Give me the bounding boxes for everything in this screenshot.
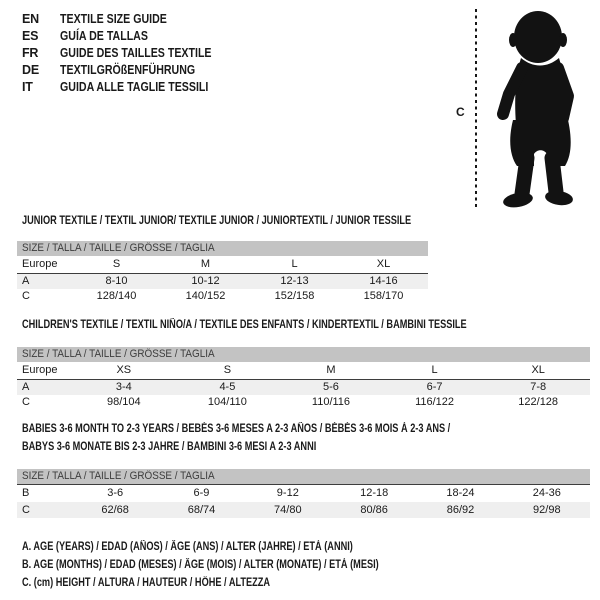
column-header-size: M [200, 258, 211, 270]
footnote-b [22, 556, 468, 574]
cell: 4-5 [219, 381, 236, 393]
cell: 3-4 [115, 381, 132, 393]
footnote-c-text: C. (cm) HEIGHT / ALTURA / HAUTEUR / HÖHE / ALTEZZA [22, 577, 271, 589]
table-row-c [17, 502, 590, 518]
cell: 62/68 [101, 504, 129, 516]
babies-table-title-line1 [17, 422, 590, 437]
language-code: FR [22, 46, 39, 60]
column-header-size: L [291, 258, 298, 270]
cell: 80/86 [360, 504, 388, 516]
cell: 12-18 [360, 487, 389, 499]
language-title: TEXTILE SIZE GUIDE [60, 12, 167, 26]
cell: 92/98 [533, 504, 561, 516]
row-label: B [22, 487, 30, 499]
footnote-a-text: A. AGE (YEARS) / EDAD (AÑOS) / ÂGE (ANS) / ALTER (JAHRE) / ETÀ (ANNI) [22, 541, 353, 553]
language-title: TEXTILGRÖßENFÜHRUNG [60, 63, 196, 77]
junior-table-title [17, 214, 428, 229]
column-header-europe: Europe [22, 258, 58, 270]
footnotes [22, 538, 468, 592]
table-row-a [17, 379, 590, 395]
cell: 116/122 [415, 396, 455, 408]
column-header-size: S [223, 364, 232, 376]
childrens-table-section [17, 318, 590, 410]
size-header-text: SIZE / TALLA / TAILLE / GRÖSSE / TAGLIA [22, 242, 215, 254]
column-header-size: XL [376, 258, 391, 270]
row-label: C [22, 290, 30, 302]
column-header-size: L [431, 364, 438, 376]
cell: 10-12 [191, 275, 220, 287]
row-label: C [22, 504, 30, 516]
cell: 152/158 [274, 290, 315, 302]
height-measure-label: C [456, 105, 465, 119]
toddler-silhouette-icon [450, 6, 595, 212]
cell: 3-6 [107, 487, 124, 499]
childrens-table-title [17, 318, 590, 333]
row-label: A [22, 275, 30, 287]
babies-table-title-line2 [17, 440, 590, 455]
language-title: GUIDE DES TAILLES TEXTILE [60, 46, 212, 60]
cell: 9-12 [276, 487, 299, 499]
table-row-c [17, 289, 428, 304]
cell: 104/110 [207, 396, 247, 408]
babies-table-section [17, 422, 590, 518]
row-label: A [22, 381, 30, 393]
cell: 74/80 [274, 504, 302, 516]
cell: 14-16 [369, 275, 398, 287]
cell: 128/140 [96, 290, 137, 302]
babies-table-title-text1: BABIES 3-6 MONTH TO 2-3 YEARS / BEBÉS 3-6 MESES A 2-3 AÑOS / BÉBÉS 3-6 MOIS À 2-3 ANS / [22, 423, 451, 435]
cell: 7-8 [530, 381, 547, 393]
cell: 110/116 [311, 396, 351, 408]
cell: 24-36 [532, 487, 561, 499]
cell: 68/74 [187, 504, 216, 516]
junior-table-title-text: JUNIOR TEXTILE / TEXTIL JUNIOR/ TEXTILE JUNIOR / JUNIORTEXTIL / JUNIOR TESSILE [22, 215, 412, 227]
language-row-de [22, 62, 238, 79]
column-header-europe: Europe [22, 364, 58, 376]
cell: 86/92 [446, 504, 475, 516]
table-header-row [17, 256, 428, 273]
size-header-bar [17, 469, 590, 484]
column-header-size: S [112, 258, 121, 270]
language-list [22, 11, 238, 96]
junior-table-section [17, 214, 428, 304]
column-header-size: M [326, 364, 336, 376]
language-code: ES [22, 29, 39, 43]
cell: 5-6 [323, 381, 339, 393]
size-header-bar [17, 347, 590, 362]
language-code: DE [22, 63, 39, 77]
column-header-size: XL [531, 364, 545, 376]
language-row-en [22, 11, 238, 28]
footnote-a [22, 538, 468, 556]
language-code: IT [22, 80, 33, 94]
cell: 8-10 [105, 275, 128, 287]
cell: 140/152 [185, 290, 226, 302]
cell: 12-13 [280, 275, 309, 287]
footnote-b-text: B. AGE (MONTHS) / EDAD (MESES) / ÂGE (MOIS) / ALTER (MONATE) / ETÀ (MESI) [22, 559, 379, 571]
language-title: GUÍA DE TALLAS [60, 29, 148, 43]
cell: 6-9 [193, 487, 210, 499]
cell: 6-7 [426, 381, 443, 393]
language-row-es [22, 28, 238, 45]
table-row-c [17, 395, 590, 410]
language-code: EN [22, 12, 39, 26]
cell: 18-24 [446, 487, 475, 499]
size-header-bar [17, 241, 428, 256]
column-header-size: XS [116, 364, 132, 376]
table-row-b [17, 484, 590, 502]
size-header-text: SIZE / TALLA / TAILLE / GRÖSSE / TAGLIA [22, 348, 215, 360]
row-label: C [22, 396, 30, 408]
language-row-it [22, 79, 238, 96]
table-row-a [17, 273, 428, 289]
childrens-table-title-text: CHILDREN'S TEXTILE / TEXTIL NIÑO/A / TEXTILE DES ENFANTS / KINDERTEXTIL / BAMBINI TESSILE [22, 319, 467, 331]
language-row-fr [22, 45, 238, 62]
cell: 158/170 [363, 290, 404, 302]
size-header-text: SIZE / TALLA / TAILLE / GRÖSSE / TAGLIA [22, 470, 215, 482]
babies-table-title-text2: BABYS 3-6 MONATE BIS 2-3 JAHRE / BAMBINI 3-6 MESI A 2-3 ANNI [22, 441, 317, 453]
table-header-row [17, 362, 590, 379]
footnote-c [22, 574, 468, 592]
cell: 122/128 [518, 396, 559, 408]
cell: 98/104 [106, 396, 141, 408]
language-title: GUIDA ALLE TAGLIE TESSILI [60, 80, 209, 94]
